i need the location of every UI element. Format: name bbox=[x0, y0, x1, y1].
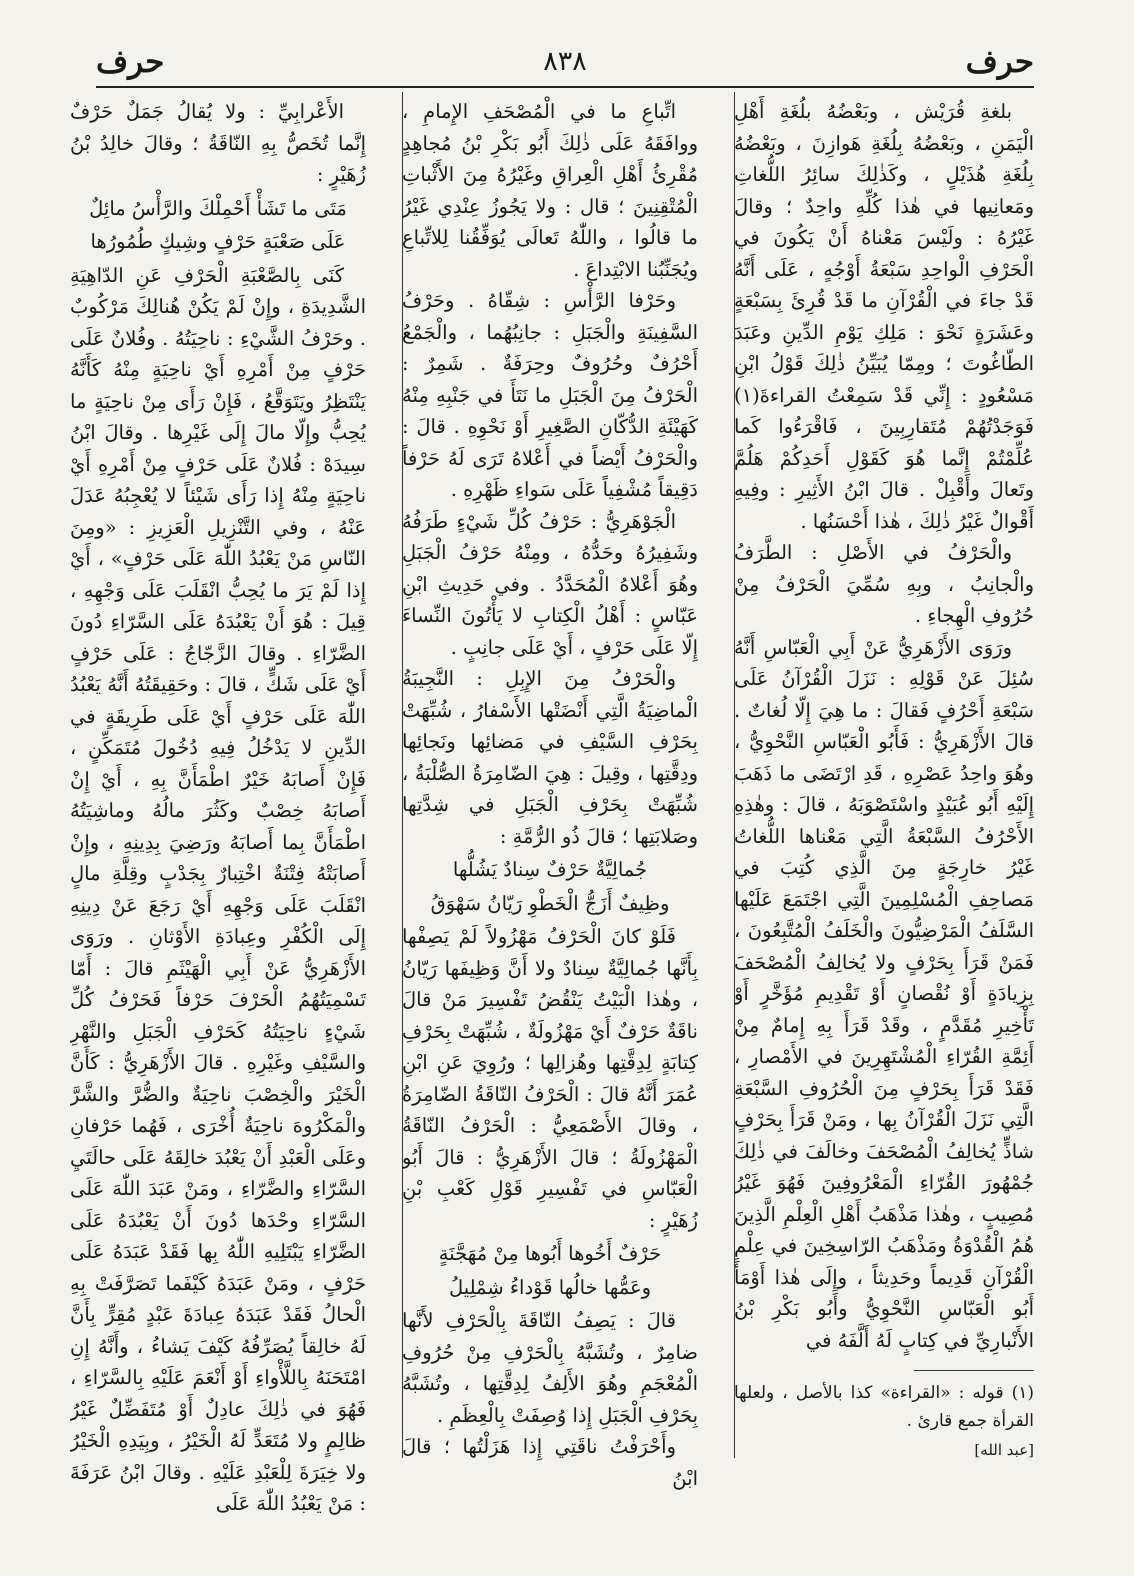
footnote-rule bbox=[914, 1370, 1034, 1371]
paragraph: وحَرْفا الرَّأْسِ : شِقّاهُ . وحَرْفُ السَّفِينَةِ والْجَبَلِ : جانِبُهُما ، والْجَمْعُ أَحْرُفٌ وحُرُوفٌ وحِرَفَةٌ . شَمِرٌ : الْحَرْفُ مِنَ الْجَبَلِ ما نَتَأَ في جَنْبِهِ مِنْهُ كَهَيْئَةِ الدُّكّانِ الصَّغِيرِ أَوْ نَحْوِهِ . قالَ : والْحَرْفُ أَيْضاً في أَعْلاهُ تَرَى لَهُ حَرْفاً دَقِيقاً مُشْفِياً عَلَى سَواءِ ظَهْرِهِ . bbox=[402, 289, 698, 501]
verse-line: مَتَى ما تَشَأْ أَحْمِلْكَ والرَّأْسُ مائِلٌ bbox=[89, 196, 347, 220]
paragraph: بلغةِ قُرَيْش ، وبَعْضُهُ بلُغَةِ أَهْلِ الْيَمَنِ ، وبَعْضُهُ بِلُغَةِ هَوازِنَ ، وبَعْضُهُ بِلُغَةِ هُذَيْلٍ ، وكَذٰلِكَ سائِرُ اللُّغاتِ ومَعانِيها في هٰذا كُلِّهِ واحِدٌ ؛ وقالَ غَيْرُهُ : ولَيْسَ مَعْناهُ أَنْ يَكُونَ في الْحَرْفِ الْواحِدِ سَبْعَةُ أَوْجُهٍ ، عَلَى أَنَّهُ قَدْ جاءَ في الْقُرْآنِ ما قَدْ قُرِئَ بِسَبْعَةٍ وعَشَرَةٍ نَحْوَ : مَلِكِ يَوْمِ الدِّينِ وعَبَدَ الطّاغُوتَ ؛ ومِمّا يُبَيِّنُ ذٰلِكَ قَوْلُ ابْنِ مَسْعُودٍ : إِنِّي قَدْ سَمِعْتُ القراءةَ(١) فَوَجَدْتُهُمْ مُتَقارِبِينَ ، فَاقْرَءُوا كَما عُلِّمْتُمْ إِنَّما هُوَ كَقَوْلِ أَحَدِكُمْ هَلُمَّ وتَعالَ وأَقْبِلْ . قالَ ابْنُ الأَثِيرِ : وفِيهِ أَقْوالٌ غَيْرُ ذٰلِكَ ، هٰذا أَحْسَنُها . bbox=[734, 100, 1034, 533]
paragraph: كَنَى بِالصَّعْبَةِ الْحَرْفِ عَنِ الدّاهِيَةِ الشَّدِيدَةِ ، وإِنْ لَمْ يَكُنْ هُنالِكَ مَرْكُوبٌ . وحَرْفُ الشَّيْءِ : ناحِيَتُهُ . وفُلانٌ عَلَى حَرْفٍ مِنْ أَمْرِهِ أَيْ ناحِيَةٍ مِنْهُ كَأَنَّهُ يَنْتَظِرُ ويَتَوَقَّعُ ، فَإِنْ رَأَى مِنْ ناحِيَةٍ ما يُحِبُّ وإِلّا مالَ إِلَى غَيْرِها . وقالَ ابْنُ سِيدَهْ : فُلانٌ عَلَى حَرْفٍ مِنْ أَمْرِهِ أَيْ ناحِيَةٍ مِنْهُ إِذا رَأَى شَيْئاً لا يُعْجِبُهُ عَدَلَ عَنْهُ ، وفي التَّنْزِيلِ الْعَزِيزِ : «ومِنَ النّاسِ مَنْ يَعْبُدُ اللّٰهَ عَلَى حَرْفٍ» ، أَيْ إِذا لَمْ يَرَ ما يُحِبُّ انْقَلَبَ عَلَى وَجْهِهِ ، قِيلَ : هُوَ أَنْ يَعْبُدَهُ عَلَى السَّرّاءِ دُونَ الضَّرّاءِ . وقالَ الزَّجّاجُ : عَلَى حَرْفٍ أَيْ عَلَى شَكٍّ ، قالَ : وحَقِيقَتُهُ أَنَّهُ يَعْبُدُ اللّٰهَ عَلَى حَرْفٍ أَيْ عَلَى طَرِيقَةٍ في الدِّينِ لا يَدْخُلُ فِيهِ دُخُولَ مُتَمَكِّنٍ ، فَإِنْ أَصابَهُ خَيْرٌ اطْمَأَنَّ بِهِ ، أَيْ إِنْ أَصابَهُ خِصْبٌ وكَثُرَ مالُهُ وماشِيَتُهُ اطْمَأَنَّ بِما أَصابَهُ ورَضِيَ بِدِينِهِ ، وإِنْ أَصابَتْهُ فِتْنَةٌ اخْتِبارٌ بِجَدْبٍ وقِلَّةِ مالٍ انْقَلَبَ عَلَى وَجْهِهِ أَيْ رَجَعَ عَنْ دِينِهِ إِلَى الْكُفْرِ وعِبادَةِ الأَوْثانِ . ورَوَى الأَزْهَرِيُّ عَنْ أَبِي الْهَيْثَمِ قالَ : أَمّا تَسْمِيَتُهُمُ الْحَرْفَ حَرْفاً فَحَرْفُ كُلِّ شَيْءٍ ناحِيَتُهُ كَحَرْفِ الْجَبَلِ والنَّهْرِ والسَّيْفِ وغَيْرِهِ . قالَ الأَزْهَرِيُّ : كَأَنَّ الْخَيْرَ والْخِصْبَ ناحِيَةٌ والضُّرَّ والشَّرَّ والْمَكْرُوهَ ناحِيَةٌ أُخْرَى ، فَهُما حَرْفانِ وعَلَى الْعَبْدِ أَنْ يَعْبُدَ خالِقَهُ عَلَى حالَتَيِ السَّرّاءِ والضَّرّاءِ ، ومَنْ عَبَدَ اللّٰهَ عَلَى السَّرّاءِ وحْدَها دُونَ أَنْ يَعْبُدَهُ عَلَى الضَّرّاءِ يَبْتَلِيهِ اللّٰهُ بِها فَقَدْ عَبَدَهُ عَلَى حَرْفٍ ، ومَنْ عَبَدَهُ كَيْفَما تَصَرَّفَتْ بِهِ الْحالُ فَقَدْ عَبَدَهُ عِبادَةَ عَبْدٍ مُقِرٍّ بِأَنَّ لَهُ خالِقاً يُصَرِّفُهُ كَيْفَ يَشاءُ ، وأَنَّهُ إِنِ امْتَحَنَهُ بِاللَّأْواءِ أَوْ أَنْعَمَ عَلَيْهِ بِالسَّرّاءِ ، فَهُوَ في ذٰلِكَ عادِلٌ أَوْ مُتَفَضِّلٌ غَيْرُ ظالِمٍ ولا مُتَعَدٍّ لَهُ الْخَيْرُ ، وبِيَدِهِ الْخَيْرُ ولا خِيَرَةَ لِلْعَبْدِ عَلَيْهِ . وقالَ ابْنُ عَرَفَةَ : مَنْ يَعْبُدُ اللّٰهَ عَلَى bbox=[70, 263, 366, 1515]
header-rule bbox=[96, 86, 1034, 88]
paragraph: الأَعْرابِيِّ : ولا يُقالُ جَمَلٌ حَرْفٌ إِنَّما تُخَصُّ بِهِ النّاقَةُ ؛ وقالَ خالِدُ بْنُ زُهَيْرٍ : bbox=[70, 100, 366, 186]
column-middle bbox=[402, 96, 698, 1536]
verse-line: وعَمُّها خالُها قَوْداءُ شِمْلِيلُ bbox=[448, 1275, 652, 1299]
verse-line: حَرْفٌ أَخُوها أَبُوها مِنْ مُهَجَّنَةٍ bbox=[438, 1242, 662, 1265]
running-headword-left: حرف bbox=[96, 44, 165, 80]
paragraph: وأَحْرَفْتُ ناقَتِي إِذا هَزَلْتُها ؛ قالَ ابْنُ bbox=[402, 1435, 698, 1490]
running-headword-right: حرف bbox=[965, 44, 1034, 80]
verse-line: عَلَى صَعْبَةٍ حَرْفٍ وشِيكٍ طُمُورُها bbox=[90, 230, 346, 253]
paragraph: قالَ : يَصِفُ النّاقَةَ بِالْحَرْفِ لأَنَّها ضامِرٌ ، وتُشَبَّهُ بِالْحَرْفِ مِنْ حُرُوفِ الْمُعْجَمِ وهُوَ الأَلِفُ لِدِقَّتِها ، وتُشَبَّهُ بِحَرْفِ الْجَبَلِ إِذا وُصِفَتْ بِالْعِظَمِ . bbox=[402, 1309, 698, 1427]
paragraph: والْحَرْفُ مِنَ الإِبِلِ : النَّجِيبَةُ الْماضِيَةُ الَّتِي أَنْضَتْها الأَسْفارُ ، شُبِّهَتْ بِحَرْفِ السَّيْفِ في مَضائِها ونَجائِها ودِقَّتِها ، وقِيلَ : هِيَ الضّامِرَةُ الصُّلْبَةُ ، شُبِّهَتْ بِحَرْفِ الْجَبَلِ في شِدَّتِها وصَلابَتِها ؛ قالَ ذُو الرُّمَّةِ : bbox=[402, 667, 698, 848]
verse-line: وظِيفٌ أَزَجُّ الْخَطْوِ رَيّانُ سَهْوَقُ bbox=[430, 891, 670, 915]
paragraph: فَلَوْ كانَ الْحَرْفُ مَهْزُولاً لَمْ يَصِفْها بِأَنَّها جُمالِيَّةٌ سِنادٌ ولا أَنَّ وَظِيفَها رَيّانُ ، وهٰذا الْبَيْتُ يَنْقُضُ تَفْسِيرَ مَنْ قالَ ناقَةٌ حَرْفٌ أَيْ مَهْزُولَةٌ ، شُبِّهَتْ بِحَرْفِ كِتابَةٍ لِدِقَّتِها وهُزالِها ؛ ورُوِيَ عَنِ ابْنِ عُمَرَ أَنَّهُ قالَ : الْحَرْفُ النّاقَةُ الضّامِرَةُ ، وقالَ الأَصْمَعِيُّ : الْحَرْفُ النّاقَةُ الْمَهْزُولَةُ ؛ قالَ الأَزْهَرِيُّ : قالَ أَبُو الْعَبّاسِ في تَفْسِيرِ قَوْلِ كَعْبِ بْنِ زُهَيْرٍ : bbox=[402, 925, 698, 1232]
paragraph: والْحَرْفُ في الأَصْلِ : الطَّرَفُ والْجانِبُ ، وبِهِ سُمِّيَ الْحَرْفُ مِنْ حُرُوفِ الْهِجاءِ . bbox=[734, 541, 1034, 627]
verse-line: جُمالِيَّةٌ حَرْفٌ سِنادٌ يَشُلُّها bbox=[452, 858, 648, 881]
editor-signature: [عبد الله] bbox=[974, 1441, 1034, 1459]
paragraph: الْجَوْهَرِيُّ : حَرْفُ كُلِّ شَيْءٍ طَرَفُهُ وشَفِيرُهُ وحَدُّهُ ، ومِنْهُ حَرْفُ الْجَبَلِ وهُوَ أَعْلاهُ الْمُحَدَّدُ . وفي حَدِيثِ ابْنِ عَبّاسٍ : أَهْلُ الْكِتابِ لا يَأْتُونَ النِّساءَ إِلّا عَلَى حَرْفٍ ، أَيْ عَلَى جانِبٍ . bbox=[402, 509, 698, 659]
column-right bbox=[734, 96, 1034, 1536]
page-number: ٨٣٨ bbox=[543, 46, 587, 77]
paragraph: اتِّباعِ ما في الْمُصْحَفِ الإِمامِ ، ووافَقَهُ عَلَى ذٰلِكَ أَبُو بَكْرِ بْنُ مُجاهِدٍ مُقْرِئُ أَهْلِ الْعِراقِ وغَيْرُهُ مِنَ الأَثْباتِ الْمُتْقِنِينَ ؛ قال : ولا يَجُوزُ عِنْدِي غَيْرُ ما قالُوا ، واللّٰهُ تَعالَى يُوَفِّقُنا لِلاتِّباعِ ويُجَنِّبُنا الابْتِداعَ . bbox=[402, 100, 698, 281]
page-header bbox=[96, 44, 1034, 90]
column-left bbox=[70, 96, 366, 1536]
paragraph: ورَوَى الأَزْهَرِيُّ عَنْ أَبِي الْعَبّاسِ أَنَّهُ سُئِلَ عَنْ قَوْلِهِ : نَزَلَ الْقُرْآنُ عَلَى سَبْعَةِ أَحْرُفٍ فَقالَ : ما هِيَ إِلّا لُغاتٌ . قالَ الأَزْهَرِيُّ : فَأَبُو الْعَبّاسِ النَّحْوِيُّ ، وهُوَ واحِدُ عَصْرِهِ ، قَدِ ارْتَضَى ما ذَهَبَ إِلَيْهِ أَبُو عُبَيْدٍ واسْتَصْوَبَهُ ، قالَ : وهٰذِهِ الأَحْرُفُ السَّبْعَةُ الَّتِي مَعْناها اللُّغاتُ غَيْرُ خارِجَةٍ مِنَ الَّذِي كُتِبَ في مَصاحِفِ الْمُسْلِمِينَ الَّتِي اجْتَمَعَ عَلَيْها السَّلَفُ الْمَرْضِيُّونَ والْخَلَفُ الْمُتَّبِعُونَ ، فَمَنْ قَرَأَ بِحَرْفٍ ولا يُخالِفُ الْمُصْحَفَ بِزِيادَةٍ أَوْ نُقْصانٍ أَوْ تَقْدِيمِ مُؤَخَّرٍ أَوْ تَأْخِيرِ مُقَدَّمٍ ، وقَدْ قَرَأَ بِهِ إِمامٌ مِنْ أَئِمَّةِ القُرّاءِ الْمُشْتَهِرِينَ في الأَمْصارِ ، فَقَدْ قَرَأَ بِحَرْفٍ مِنَ الْحُرُوفِ السَّبْعَةِ الَّتِي نَزَلَ الْقُرْآنُ بِها ، ومَنْ قَرَأَ بِحَرْفٍ شاذٍّ يُخالِفُ الْمُصْحَفَ وخالَفَ في ذٰلِكَ جُمْهُورَ القُرّاءِ الْمَعْرُوفِينَ فَهُوَ غَيْرُ مُصِيبٍ ، وهٰذا مَذْهَبُ أَهْلِ الْعِلْمِ الَّذِينَ هُمُ الْقُدْوَةُ ومَذْهَبُ الرّاسِخِينَ في عِلْمِ الْقُرْآنِ قَدِيماً وحَدِيثاً ، وإِلَى هٰذا أَوْمَأَ أَبُو الْعَبّاسِ النَّحْوِيُّ وأَبُو بَكْرِ بْنُ الأَنْبارِيِّ في كِتابٍ لَهُ أَلَّفَهُ في bbox=[734, 635, 1034, 1352]
footnote: (١) قوله : «القراءة» كذا بالأصل ، ولعلها القرأة جمع قارئ . bbox=[734, 1383, 1034, 1431]
